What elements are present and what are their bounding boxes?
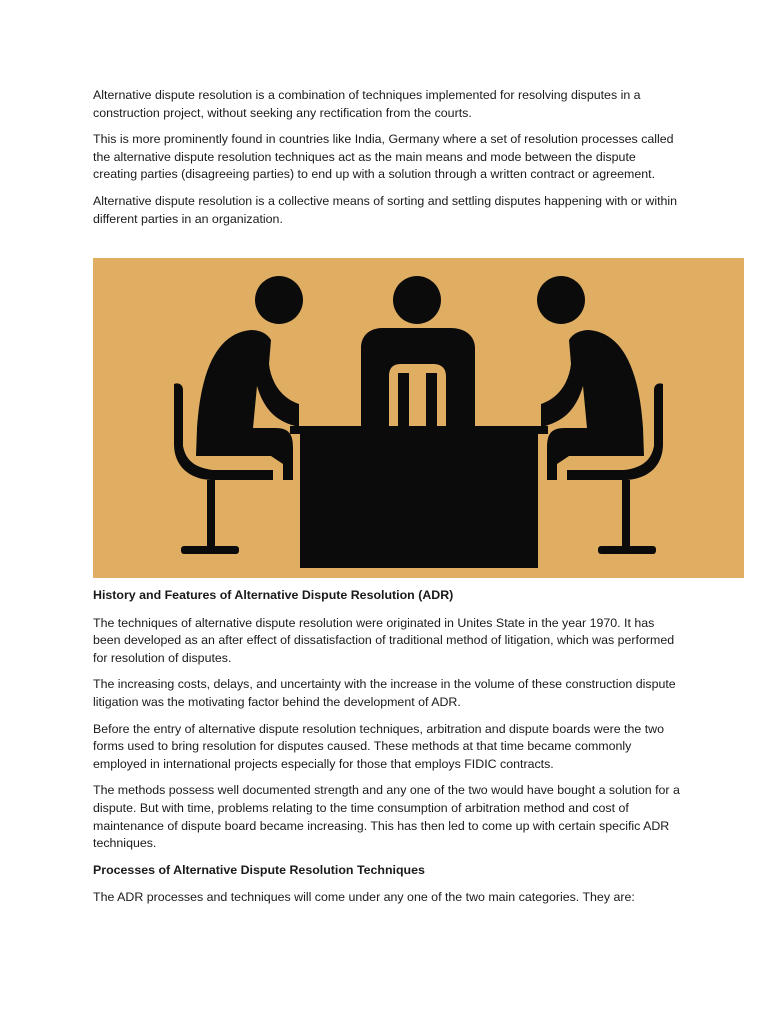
intro-paragraph-1: Alternative dispute resolution is a combination of techniques implemented for resolving disputes in a construction project, without seeking any rectification from the courts. (93, 88, 641, 120)
history-paragraph-2: The increasing costs, delays, and uncertainty with the increase in the volume of these construction dispute litigation was the motivating factor behind the development of ADR. (93, 677, 676, 709)
history-heading: History and Features of Alternative Dispute Resolution (ADR) (93, 588, 454, 602)
processes-heading: Processes of Alternative Dispute Resolution Techniques (93, 862, 425, 877)
intro-section (93, 87, 683, 237)
processes-paragraph-1: The ADR processes and techniques will come under any one of the two main categories. They are: (93, 890, 635, 905)
intro-paragraph-3: Alternative dispute resolution is a collective means of sorting and settling disputes happening with or within different parties in an organization. (93, 193, 678, 226)
meeting-silhouette-image (93, 258, 744, 578)
history-paragraph-4: The methods possess well documented strength and any one of the two would have bought a solution for a dispute. But with time, problems relating to the time consumption of arbitration method and cost of maintenance of dispute board became increasing. This has then led to come up with certain specific ADR techniques. (93, 783, 680, 851)
body-section (93, 587, 683, 916)
history-paragraph-3: Before the entry of alternative dispute resolution techniques, arbitration and dispute boards were the two forms used to bring resolution for disputes caused. These methods at that time became commonly employed in international projects especially for those that employs FIDIC contracts. (93, 721, 665, 771)
meeting-table-silhouette (290, 426, 548, 568)
history-paragraph-1: The techniques of alternative dispute resolution were originated in Unites State in the year 1970. It has been developed as an after effect of dissatisfaction of traditional method of litigation, which was performed for resolution of disputes. (93, 615, 675, 665)
intro-paragraph-2: This is more prominently found in countries like India, Germany where a set of resolution processes called the alternative dispute resolution techniques act as the main means and mode between the dispute creating parties (disagreeing parties) to end up with a solution through a written contract or agreement. (93, 132, 674, 182)
meeting-illustration (93, 258, 744, 578)
